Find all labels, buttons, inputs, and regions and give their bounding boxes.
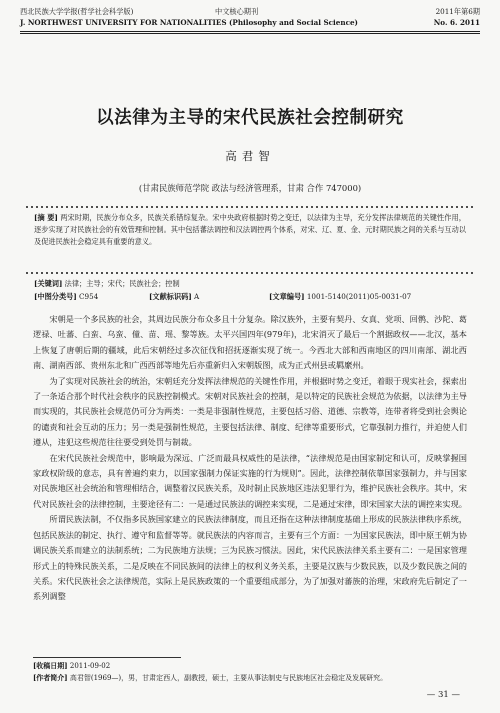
author-bio: [作者简介] 高君智(1969—)，男，甘肃定西人，副教授，硕士，主要从事法制史与民族地区社会稳定及发展研究。: [33, 673, 388, 682]
page-number: — 31 —: [426, 690, 460, 700]
received-date: [收稿日期] 2011-09-02: [33, 661, 111, 670]
header-rule-thin: [20, 33, 480, 34]
keywords-text: 法律；主导；宋代；民族社会；控制: [64, 279, 180, 288]
body-paragraph: 所谓民族法制，不仅指多民族国家建立的民族法律制度，而且还指在这种法律制度基础上形成的民族法律秩序系统，包括民族法的制定、执行、遵守和监督等等。就民族法的内容而言，主要有三个方面：一为国家民族法，即中原王朝为协调民族关系而建立的法制系统；二为民族地方法规；三为民族习惯法。因此，宋代民族法律关系主要有二：一是国家管理形式上的特殊民族关系，二是反映在不同民族间的法律上的权利义务关系，主要是汉族与少数民族，以及少数民族之间的关系。宋代民族社会之法律规范，实际上是民族政策的一个重要组成部分，为了加强对蕃族的治理，宋政府先后制定了一系列调整: [33, 514, 467, 602]
journal-name-en: J. NORTHWEST UNIVERSITY FOR NATIONALITIES (Philosophy and Social Science): [20, 18, 358, 27]
article-title: 以法律为主导的宋代民族社会控制研究: [96, 108, 404, 128]
body-paragraph: 在宋代民族社会规范中，影响最为深远、广泛而最具权威性的是法律，“法律规范是由国家制定和认可，反映掌握国家政权阶级的意志，具有普遍约束力，以国家强制力保证实施的行为规则”。因此，法律控制依靠国家强制力，并与国家对民族地区社会统治和管理相结合，调整着汉民族关系，及时制止民族地区违法犯罪行为，维护民族社会秩序。其中，宋代对民族社会的法律控制，主要途径有二：一是通过民族法的调控来实现，二是通过宋律，即宋国家大法的调控来实现。: [33, 452, 467, 509]
footnotes: [33, 660, 467, 684]
abstract-divider-bottom: [25, 271, 475, 275]
document-code: [文献标识码] A: [149, 292, 200, 301]
header-rule: [20, 31, 480, 32]
article-number: [文章编号] 1001-5140(2011)05-0031-07: [269, 292, 412, 301]
article-body: [33, 312, 467, 605]
abstract-label: [摘 要]: [34, 213, 58, 222]
keywords-label: [关键词]: [34, 279, 63, 288]
issue-en: No. 6. 2011: [433, 18, 480, 27]
abstract: [34, 212, 466, 248]
article-author: 高君智: [225, 149, 275, 163]
core-journal-label: 中文核心期刊: [215, 7, 259, 16]
author-affiliation: (甘肃民族师范学院 政法与经济管理系，甘肃 合作 747000): [138, 183, 362, 193]
body-paragraph: 宋朝是一个多民族的社会，其周边民族分布众多且十分复杂。除汉族外，主要有契丹、女真、党项、回鹘、沙陀、葛逻禄、吐蕃、白蛮、乌蛮、僮、苗、瑶、黎等族。太平兴国四年(979年)，北宋消灭了最后一个割据政权——北汉，基本上恢复了唐朝后期的疆域，此后宋朝经过多次征伐和招抚逐渐实现了统一。今西北大部和西南地区的四川南部、湖北西南、湖南西部、贵州东北和广西西部等地先后亦重新归入宋朝版图，成为正式州县或羁縻州。: [33, 314, 467, 371]
keywords: [34, 279, 466, 289]
clc-number: [中图分类号] C954: [34, 292, 99, 301]
abstract-text: 两宋时期，民族分布众多，民族关系错综复杂。宋中央政府根据时势之变迁，以法律为主导，充分发挥法律规范的关键性作用，逐步实现了对民族社会的有效管理和控制。其中包括蕃法调控和汉法调控两个体系，对宋、辽、夏、金、元时期民族之间的关系与互动以及促进民族社会稳定具有重要的意义。: [34, 213, 466, 246]
footnote-rule: [33, 657, 181, 658]
running-header: [20, 7, 480, 39]
body-paragraph: 为了实现对民族社会的统治，宋朝廷充分发挥法律规范的关键性作用，并根据时势之变迁，着眼于现实社会，探索出了一条适合那个时代社会秩序的民族控制模式。宋朝对民族社会的控制，是以特定的民族社会规范为依据，以法律为主导而实现的，其民族社会规范仍可分为两类：一类是非强制性规范，主要包括习俗、道德、宗教等，连带者将受到社会舆论的谴责和社会互动的压力；另一类是强制性规范，主要包括法律、制度、纪律等重要形式，它靠强制力推行，并迫使人们遵从，违犯这些规范往往要受到处罚与制裁。: [33, 375, 467, 448]
abstract-divider-top: [25, 205, 475, 209]
journal-name-cn: 西北民族大学学报(哲学社会科学版): [20, 7, 134, 16]
issue-cn: 2011年第6期: [435, 7, 480, 16]
